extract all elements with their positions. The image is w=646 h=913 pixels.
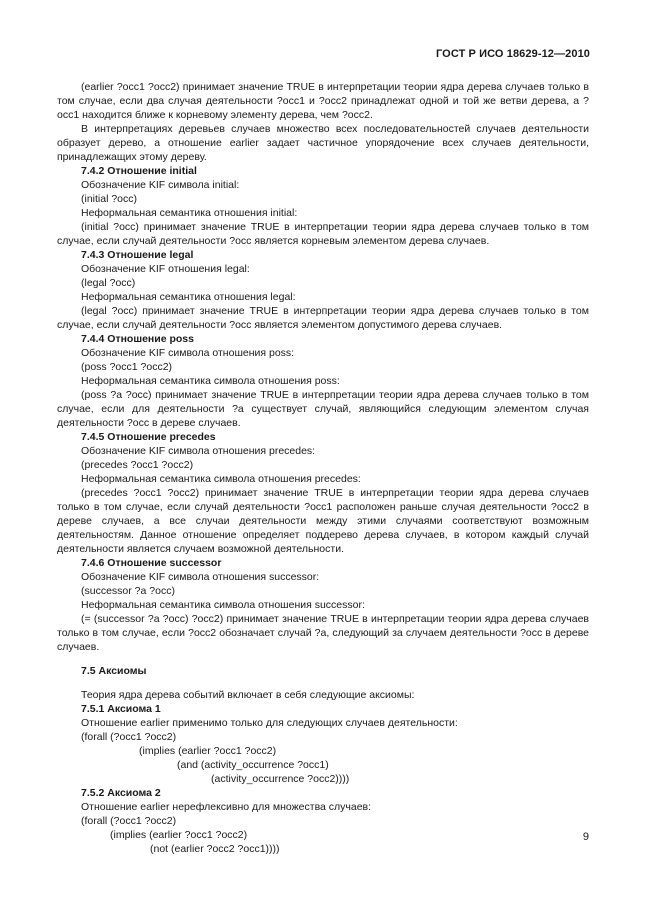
text-line: Неформальная семантика символа отношения successor: bbox=[81, 599, 365, 611]
paragraph: В интерпретациях деревьев случаев множество всех последовательностей случаев деятельности образует дерево, а отношение earlier задает частичное упорядочение всех случаев деятельности, принадлежащих этому дереву. bbox=[57, 123, 589, 163]
section-heading: 7.4.4 Отношение poss bbox=[81, 333, 194, 345]
text-line: Отношение earlier нерефлексивно для множества случаев: bbox=[81, 801, 372, 813]
text-line: Обозначение KIF символа отношения poss: bbox=[81, 347, 295, 359]
code-line: (implies (earlier ?occ1 ?occ2) bbox=[139, 745, 277, 757]
section-heading: 7.4.5 Отношение precedes bbox=[81, 431, 216, 443]
text-line: Обозначение KIF символа initial: bbox=[81, 179, 240, 191]
paragraph: (precedes ?occ1 ?occ2) принимает значение TRUE в интерпретации теории ядра дерева случаев только в том случае, если случай деятельности ?occ1 расположен раньше случая деятельности ?occ2 в дереве случаев, а все случаи деятельности между этими случаями соответствуют возможным деятельностям. Данное отношение определяет поддерево дерева случаев, в котором каждый случай деятельности является случаем возможной деятельности. bbox=[57, 487, 589, 555]
code-line: (initial ?occ) bbox=[81, 193, 138, 205]
spacer bbox=[57, 654, 589, 664]
text-line: Отношение earlier применимо только для следующих случаев деятельности: bbox=[81, 717, 458, 729]
document-id: ГОСТ Р ИСО 18629-12—2010 bbox=[435, 48, 590, 60]
paragraph: (earlier ?occ1 ?occ2) принимает значение TRUE в интерпретации теории ядра дерева случаев только в том случае, если два случая деятельности ?occ1 и ?occ2 принадлежат одной и той же ветви дерева, а ?occ1 находится ближе к корневому элементу дерева, чем ?occ2. bbox=[57, 81, 589, 121]
code-line: (poss ?occ1 ?occ2) bbox=[81, 361, 173, 373]
code-line: (legal ?occ) bbox=[81, 277, 136, 289]
paragraph: (initial ?occ) принимает значение TRUE в интерпретации теории ядра дерева случаев только в том случае, если случай деятельности ?occ является корневым элементом дерева случаев. bbox=[57, 221, 589, 247]
paragraph: (= (successor ?a ?occ) ?occ2) принимает значение TRUE в интерпретации теории ядра дерева случаев только в том случае, если ?occ2 обозначает случай ?a, следующий за случаем деятельности ?occ в дереве случаев. bbox=[57, 613, 589, 653]
code-line: (implies (earlier ?occ1 ?occ2) bbox=[110, 829, 248, 841]
section-heading: 7.4.2 Отношение initial bbox=[81, 165, 197, 177]
text-line: Неформальная семантика символа отношения poss: bbox=[81, 375, 340, 387]
spacer bbox=[57, 678, 589, 688]
page-body bbox=[57, 80, 589, 856]
text-line: Неформальная семантика отношения legal: bbox=[81, 291, 296, 303]
code-line: (not (earlier ?occ2 ?occ1)))) bbox=[150, 843, 280, 855]
text-line: Обозначение KIF отношения legal: bbox=[81, 263, 250, 275]
section-heading: 7.5.2 Аксиома 2 bbox=[81, 787, 161, 799]
text-line: Теория ядра дерева событий включает в себя следующие аксиомы: bbox=[81, 689, 415, 701]
text-line: Обозначение KIF символа отношения successor: bbox=[81, 571, 320, 583]
page-number: 9 bbox=[582, 831, 589, 843]
code-line: (forall (?occ1 ?occ2) bbox=[81, 731, 177, 743]
paragraph: (poss ?a ?occ) принимает значение TRUE в интерпретации теории ядра дерева случаев только в том случае, если для деятельности ?a существует случай, являющийся следующим элементом случая деятельности ?occ в дереве случаев. bbox=[57, 389, 589, 429]
text-line: Неформальная семантика отношения initial: bbox=[81, 207, 298, 219]
text-line: Обозначение KIF символа отношения precedes: bbox=[81, 445, 316, 457]
code-line: (successor ?a ?occ) bbox=[81, 585, 175, 597]
section-heading: 7.5.1 Аксиома 1 bbox=[81, 703, 161, 715]
code-line: (activity_occurrence ?occ2)))) bbox=[211, 773, 350, 785]
code-line: (forall (?occ1 ?occ2) bbox=[81, 815, 177, 827]
code-line: (and (activity_occurrence ?occ1) bbox=[177, 759, 329, 771]
text-line: Неформальная семантика символа отношения precedes: bbox=[81, 473, 361, 485]
section-heading: 7.4.3 Отношение legal bbox=[81, 249, 194, 261]
paragraph: (legal ?occ) принимает значение TRUE в интерпретации теории ядра дерева случаев только в том случае, если случай деятельности ?occ является элементом допустимого дерева случаев. bbox=[57, 305, 589, 331]
code-line: (precedes ?occ1 ?occ2) bbox=[81, 459, 194, 471]
section-heading: 7.4.6 Отношение successor bbox=[81, 557, 222, 569]
section-heading: 7.5 Аксиомы bbox=[81, 665, 147, 677]
